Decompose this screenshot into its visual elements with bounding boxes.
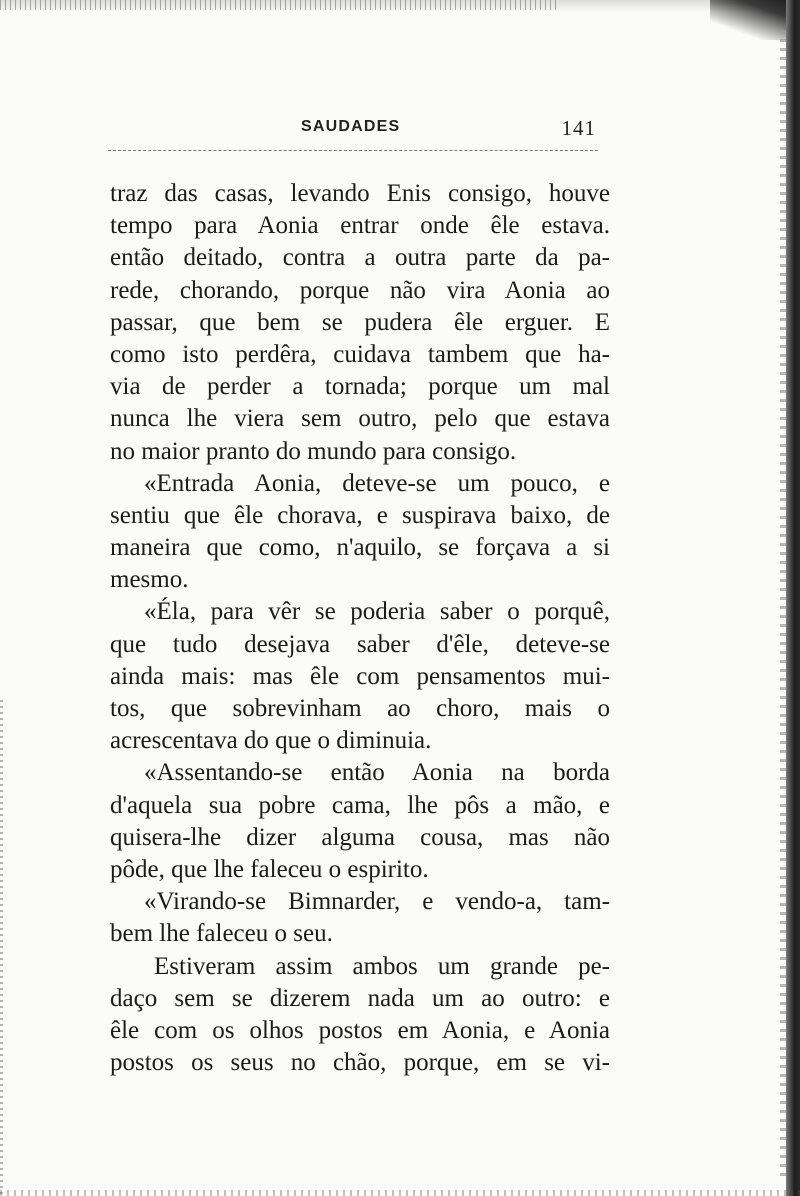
text-line: passar, que bem se pudera êle erguer. E <box>110 308 610 336</box>
left-edge-artifact <box>0 700 3 1196</box>
text-line: sentiu que êle chorava, e suspirava baixo, de <box>110 501 610 529</box>
scan-top-artifact <box>0 0 560 10</box>
text-line: no maior pranto do mundo para consigo. <box>110 437 517 465</box>
text-line: «Entrada Aonia, deteve-se um pouco, e <box>144 469 610 497</box>
text-line: quisera-lhe dizer alguma cousa, mas não <box>110 823 610 851</box>
text-line: mesmo. <box>110 566 189 594</box>
text-line: via de perder a tornada; porque um mal <box>110 373 610 401</box>
text-line: êle com os olhos postos em Aonia, e Aonia <box>110 1016 610 1044</box>
book-spine-edge <box>786 0 800 1196</box>
header-rule <box>108 150 598 151</box>
bottom-edge-artifact <box>0 1190 800 1196</box>
text-line: «Éla, para vêr se poderia saber o porquê, <box>144 598 610 626</box>
text-line: daço sem se dizerem nada um ao outro: e <box>110 984 610 1012</box>
text-line: acrescentava do que o diminuia. <box>110 727 432 755</box>
text-line: como isto perdêra, cuidava tambem que ha- <box>110 340 610 368</box>
text-line: ainda mais: mas êle com pensamentos mui- <box>110 662 610 690</box>
page-number: 141 <box>561 116 596 140</box>
text-line: traz das casas, levando Enis consigo, houve <box>110 180 610 207</box>
text-line: tempo para Aonia entrar onde êle estava. <box>110 212 610 240</box>
text-line: maneira que como, n'aquilo, se forçava a si <box>110 534 610 562</box>
text-line: bem lhe faleceu o seu. <box>110 920 333 948</box>
text-line: postos os seus no chão, porque, em se vi- <box>110 1049 610 1077</box>
text-line: «Virando-se Bimnarder, e vendo-a, tam- <box>144 888 610 916</box>
text-line: rede, chorando, porque não vira Aonia ao <box>110 276 610 304</box>
text-line: nunca lhe viera sem outro, pelo que estava <box>110 405 610 433</box>
text-line: d'aquela sua pobre cama, lhe pôs a mão, e <box>110 791 610 819</box>
running-title: SAUDADES <box>301 118 401 135</box>
text-line: «Assentando-se então Aonia na borda <box>144 759 610 787</box>
text-line: Estiveram assim ambos um grande pe- <box>154 952 610 980</box>
running-head <box>108 116 600 146</box>
text-line: que tudo desejava saber d'êle, deteve-se <box>110 630 610 658</box>
text-line: tos, que sobrevinham ao choro, mais o <box>110 695 610 722</box>
text-line: então deitado, contra a outra parte da pa- <box>110 244 610 272</box>
text-line: pôde, que lhe faleceu o espirito. <box>110 855 429 883</box>
body-text <box>110 178 610 1079</box>
